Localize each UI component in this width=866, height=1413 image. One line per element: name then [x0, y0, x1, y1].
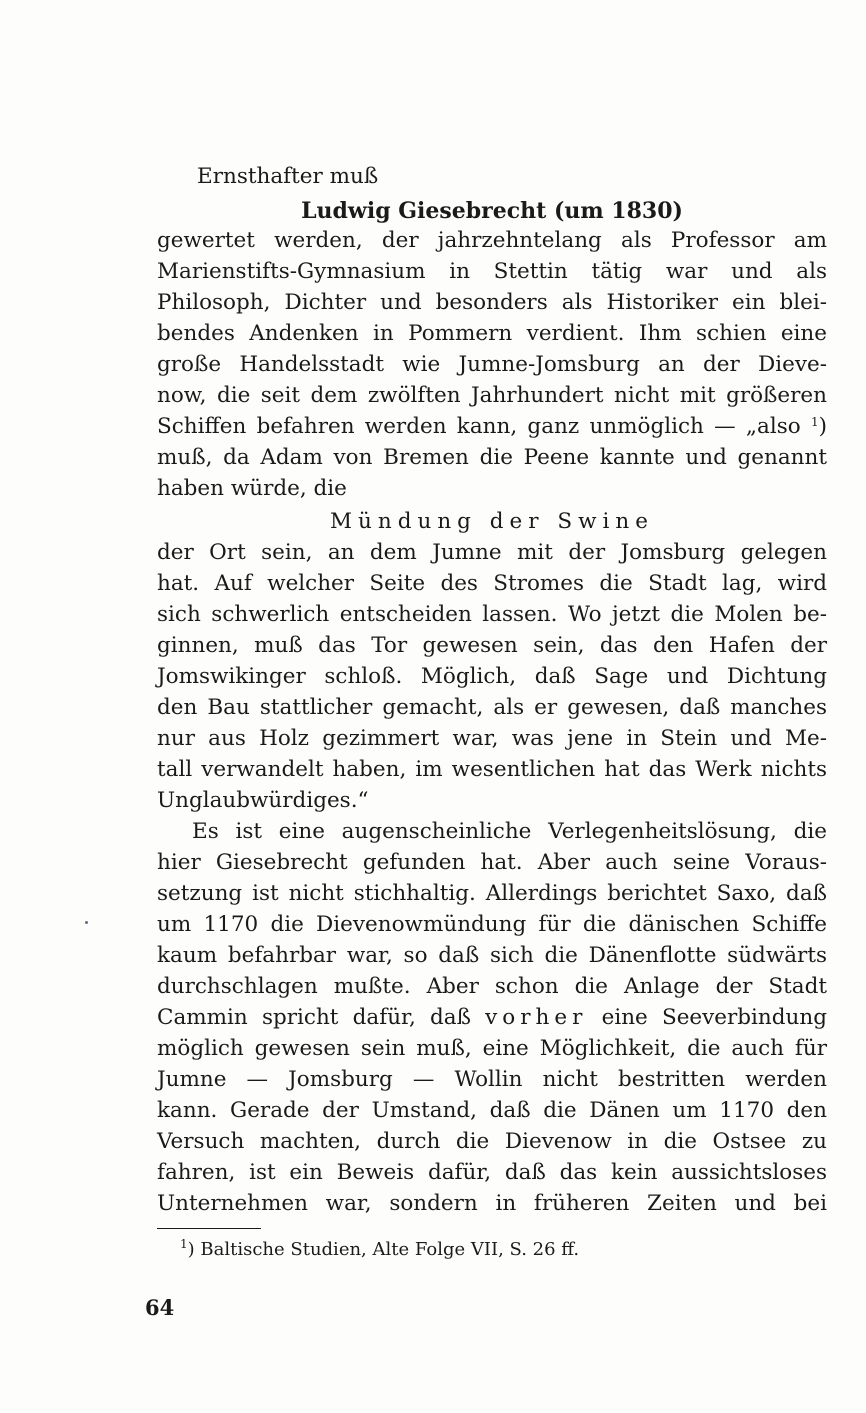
text-line: setzung ist nicht stichhaltig. Allerdings berichtet Saxo, daß	[157, 881, 827, 906]
text-line: möglich gewesen sein muß, eine Möglichkeit, die auch für	[157, 1036, 827, 1061]
text-fragment: Cammin spricht dafür, daß	[157, 1005, 471, 1030]
text-line: sich schwerlich entscheiden lassen. Wo jetzt die Molen be-	[157, 602, 827, 627]
speck-mark	[85, 921, 88, 924]
text-line: Versuch machten, durch die Dievenow in die Ostsee zu	[157, 1129, 827, 1154]
text-line: Unglaubwürdiges.“	[157, 788, 369, 813]
footnote-separator	[157, 1228, 261, 1229]
text-line: Jomswikinger schloß. Möglich, daß Sage und Dichtung	[157, 664, 827, 689]
text-line: muß, da Adam von Bremen die Peene kannte und genannt	[157, 445, 827, 470]
paragraph-start: Es ist eine augenscheinliche Verlegenheitslösung, die	[192, 819, 827, 844]
text-line: der Ort sein, an dem Jumne mit der Jomsburg gelegen	[157, 540, 827, 565]
footnote-reference: 1	[810, 415, 819, 429]
spaced-word: vorher	[485, 1005, 588, 1030]
text-line: Jumne — Jomsburg — Wollin nicht bestritten werden	[157, 1067, 827, 1092]
text-fragment: eine Seeverbindung	[601, 1005, 827, 1030]
text-line: now, die seit dem zwölften Jahrhundert nicht mit größeren	[157, 383, 827, 408]
footnote-text: ) Baltische Studien, Alte Folge VII, S. 26 ff.	[187, 1239, 580, 1260]
footnote-mark: 1	[180, 1237, 188, 1251]
text-line: Philosoph, Dichter und besonders als Historiker ein blei-	[157, 290, 827, 315]
intro-text: Ernsthafter muß	[197, 164, 379, 189]
text-line: hier Giesebrecht gefunden hat. Aber auch seine Voraus-	[157, 850, 827, 875]
quote-text: Schiffen befahren werden kann, ganz unmöglich — „also	[157, 414, 801, 439]
text-line: um 1170 die Dievenowmündung für die dänischen Schiffe	[157, 912, 827, 937]
text-line: durchschlagen mußte. Aber schon die Anlage der Stadt	[157, 974, 827, 999]
text-line: den Bau stattlicher gemacht, als er gewesen, daß manches	[157, 695, 827, 720]
text-line: kaum befahrbar war, so daß sich die Dänenflotte südwärts	[157, 943, 827, 968]
text-line: große Handelsstadt wie Jumne-Jomsburg an der Dieve-	[157, 352, 827, 377]
text-line: Marienstifts-Gymnasium in Stettin tätig war und als	[157, 259, 827, 284]
text-line-spaced-word	[157, 1003, 827, 1033]
text-line: tall verwandelt haben, im wesentlichen hat das Werk nichts	[157, 757, 827, 782]
quote-close: )	[818, 414, 827, 439]
text-line: kann. Gerade der Umstand, daß die Dänen um 1170 den	[157, 1098, 827, 1123]
text-line-with-footnote	[157, 412, 827, 442]
text-line: haben würde, die	[157, 476, 347, 501]
page-number: 64	[145, 1295, 175, 1320]
spaced-emphasis-line: Mündung der Swine	[330, 509, 654, 534]
text-line: hat. Auf welcher Seite des Stromes die Stadt lag, wird	[157, 571, 827, 596]
footnote	[180, 1236, 579, 1264]
text-line: Unternehmen war, sondern in früheren Zeiten und bei	[157, 1191, 827, 1216]
text-line: bendes Andenken in Pommern verdient. Ihm schien eine	[157, 321, 827, 346]
section-heading: Ludwig Giesebrecht (um 1830)	[301, 198, 683, 224]
text-line: ginnen, muß das Tor gewesen sein, das den Hafen der	[157, 633, 827, 658]
text-line: nur aus Holz gezimmert war, was jene in Stein und Me-	[157, 726, 827, 751]
text-line: gewertet werden, der jahrzehntelang als Professor am	[157, 228, 827, 253]
text-line: fahren, ist ein Beweis dafür, daß das kein aussichtsloses	[157, 1160, 827, 1185]
